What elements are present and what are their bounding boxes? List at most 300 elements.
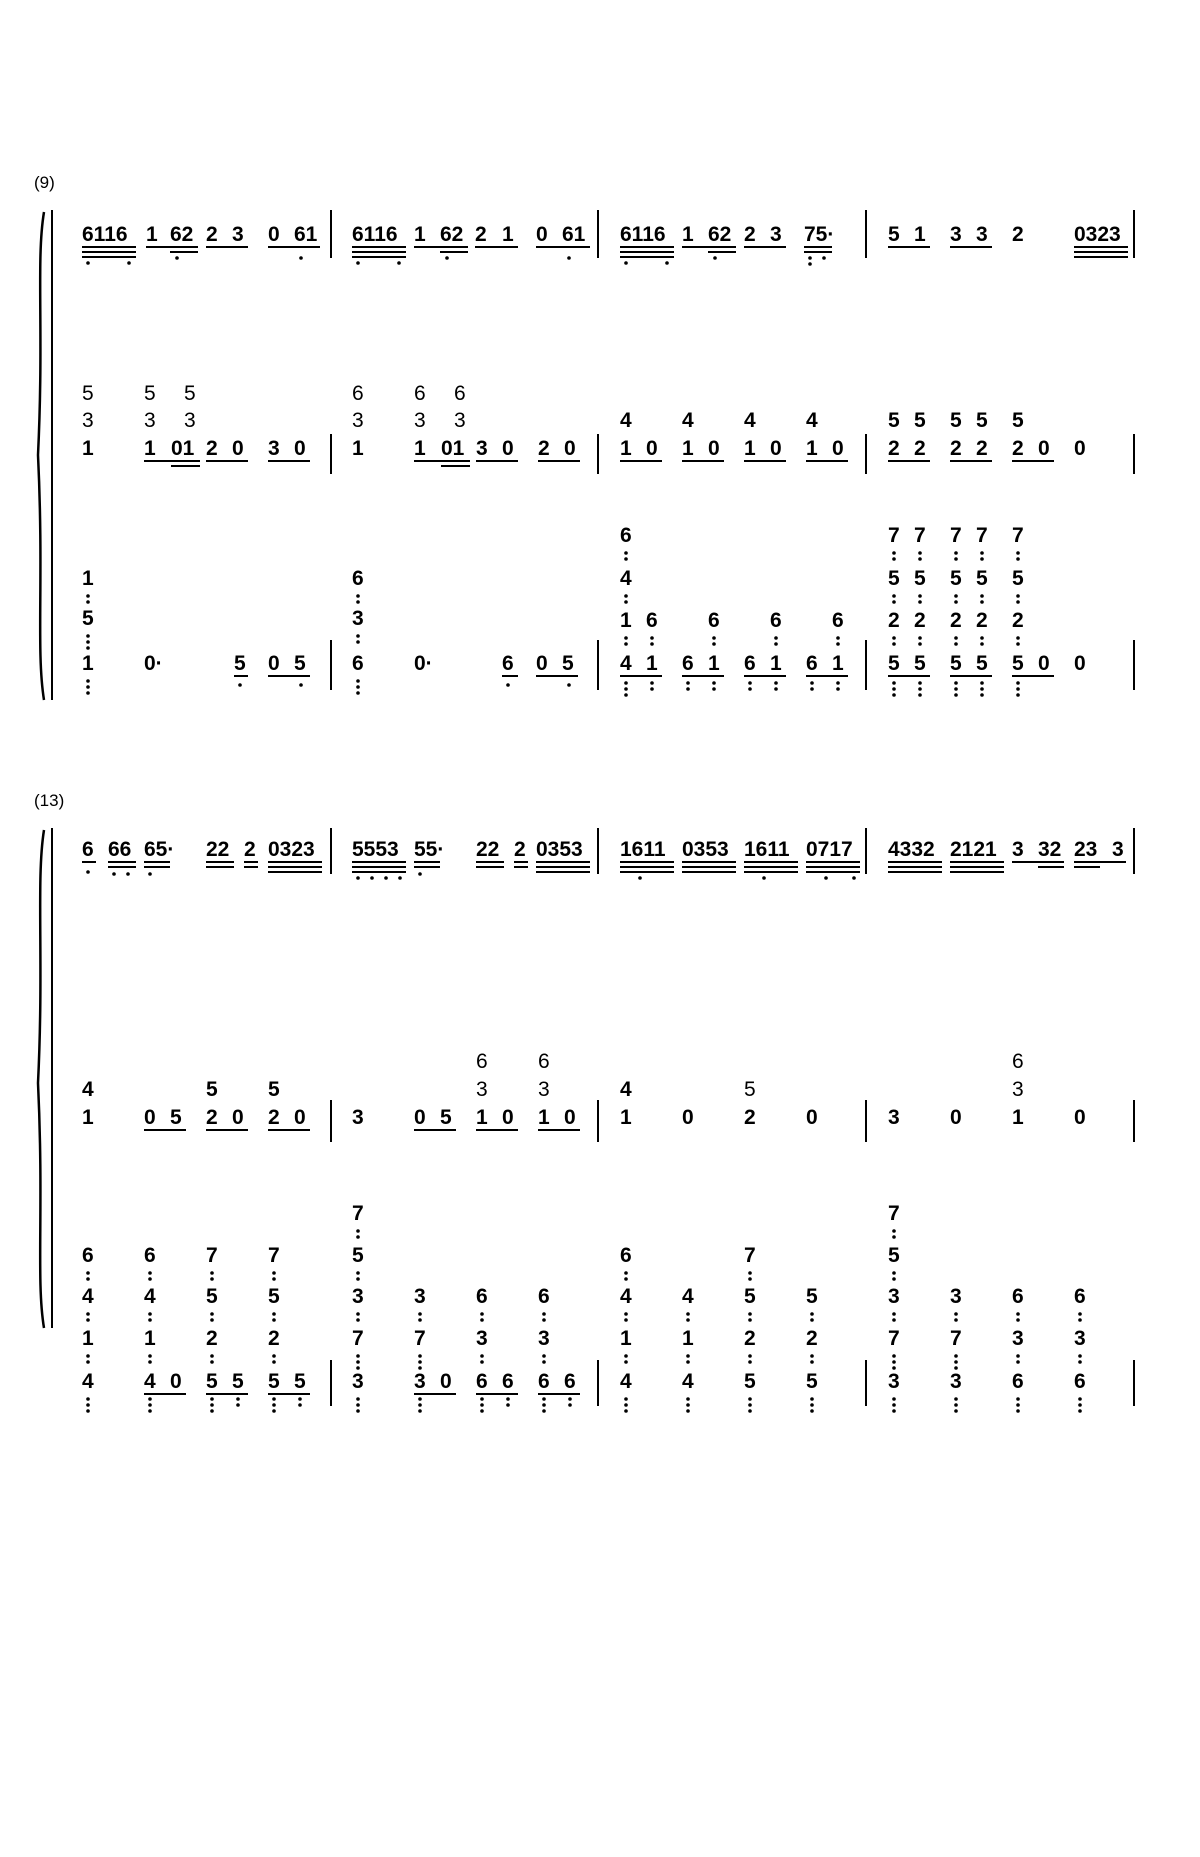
octave-dot (624, 681, 628, 685)
octave-dot (836, 636, 840, 640)
note-glyph: 5 (144, 382, 156, 405)
note-glyph: 1 (538, 1106, 550, 1129)
octave-dot (954, 1409, 958, 1413)
note-glyph: 3 (184, 409, 196, 432)
note-glyph: 5 (170, 1106, 182, 1129)
note-glyph: 6 (502, 1370, 514, 1393)
note-glyph: 2 (914, 437, 926, 460)
octave-dot (210, 1318, 214, 1322)
octave-dot (272, 1354, 276, 1358)
octave-dot (1016, 1397, 1020, 1401)
note-glyph: 5 (914, 652, 926, 675)
melody-note: 2 (744, 223, 756, 246)
octave-dot (238, 683, 242, 687)
octave-dot (748, 1318, 752, 1322)
note-glyph: 6 (352, 567, 364, 590)
note-glyph: 3 (1012, 1327, 1024, 1350)
note-glyph: 3 (476, 1078, 488, 1101)
octave-dot (624, 1312, 628, 1316)
note-glyph: 3 (414, 1285, 426, 1308)
note-glyph: 7 (352, 1202, 364, 1225)
octave-dot (624, 551, 628, 555)
note-glyph: 2 (888, 609, 900, 632)
note-glyph: 5 (744, 1078, 756, 1101)
octave-dot (148, 1277, 152, 1281)
melody-note: 62 (440, 223, 464, 246)
octave-dot (567, 256, 571, 260)
note-glyph: 2 (206, 437, 218, 460)
note-glyph: 4 (82, 1370, 94, 1393)
note-glyph: 5 (950, 567, 962, 590)
note-glyph: 6 (682, 652, 694, 675)
note-glyph: 4 (144, 1370, 156, 1393)
octave-dot (356, 1354, 360, 1358)
note-glyph: 23 (1074, 838, 1098, 861)
octave-dot (748, 1397, 752, 1401)
octave-dot (748, 1271, 752, 1275)
octave-dot (713, 256, 717, 260)
octave-dot (210, 1271, 214, 1275)
octave-dot (810, 1312, 814, 1316)
octave-dot (356, 1229, 360, 1233)
note-glyph: 01 (171, 437, 195, 460)
note-glyph: 3 (538, 1327, 550, 1350)
note-glyph: 0 (1074, 652, 1086, 675)
octave-dot (892, 1312, 896, 1316)
note-glyph: 4 (82, 1078, 94, 1101)
note-glyph: 01 (441, 437, 465, 460)
octave-dot (86, 691, 90, 695)
melody-note: 61 (294, 223, 318, 246)
melody-note: 6116 (620, 223, 666, 246)
note-glyph: 6 (476, 1370, 488, 1393)
octave-dot (298, 1397, 302, 1401)
note-glyph: 0 (708, 437, 720, 460)
octave-dot (918, 693, 922, 697)
octave-dot (445, 256, 449, 260)
note-glyph: 7 (414, 1327, 426, 1350)
note-glyph: 6 (708, 609, 720, 632)
melody-note: 62 (170, 223, 194, 246)
note-glyph: 7 (950, 1327, 962, 1350)
note-glyph: 2 (206, 1106, 218, 1129)
note-glyph: 66 (108, 838, 132, 861)
octave-dot (954, 693, 958, 697)
note-glyph: 0 (502, 437, 514, 460)
octave-dot (810, 687, 814, 691)
note-glyph: 0353 (536, 838, 583, 861)
octave-dot (954, 1366, 958, 1370)
octave-dot (480, 1312, 484, 1316)
octave-dot (272, 1397, 276, 1401)
octave-dot (624, 642, 628, 646)
octave-dot (650, 687, 654, 691)
note-glyph: 6 (1074, 1370, 1086, 1393)
note-glyph: 7 (744, 1244, 756, 1267)
note-glyph: 2 (914, 609, 926, 632)
note-glyph: 4 (620, 1078, 632, 1101)
melody-note: 0323 (1074, 223, 1121, 246)
octave-dot (86, 1271, 90, 1275)
octave-dot (748, 1354, 752, 1358)
note-glyph: 6 (646, 609, 658, 632)
octave-dot (418, 1318, 422, 1322)
note-glyph: 0 (414, 1106, 426, 1129)
octave-dot (272, 1277, 276, 1281)
note-glyph: 3 (538, 1078, 550, 1101)
melody-note: 1 (502, 223, 514, 246)
octave-dot (418, 1366, 422, 1370)
octave-dot (980, 557, 984, 561)
note-glyph: 0 (294, 437, 306, 460)
octave-dot (148, 1360, 152, 1364)
octave-dot (892, 557, 896, 561)
octave-dot (480, 1397, 484, 1401)
note-glyph: 5 (294, 652, 306, 675)
octave-dot (836, 687, 840, 691)
octave-dot (1016, 1409, 1020, 1413)
note-glyph: 0 (1074, 1106, 1086, 1129)
note-glyph: 2 (950, 437, 962, 460)
octave-dot (397, 261, 401, 265)
note-glyph: 0 (536, 652, 548, 675)
octave-dot (542, 1397, 546, 1401)
note-glyph: 1 (144, 1327, 156, 1350)
note-glyph: 5 (562, 652, 574, 675)
melody-note: 6116 (352, 223, 398, 246)
octave-dot (356, 685, 360, 689)
melody-note: 1 (414, 223, 426, 246)
octave-dot (86, 679, 90, 683)
note-glyph: 3 (352, 409, 364, 432)
note-glyph: 1 (646, 652, 658, 675)
note-glyph: 3 (888, 1106, 900, 1129)
note-glyph: 1 (620, 1327, 632, 1350)
octave-dot (272, 1318, 276, 1322)
note-glyph: 0· (144, 652, 163, 675)
note-glyph: 5 (1012, 409, 1024, 432)
note-glyph: 7 (888, 524, 900, 547)
note-glyph: 3 (352, 1285, 364, 1308)
octave-dot (1078, 1409, 1082, 1413)
note-glyph: 6 (538, 1370, 550, 1393)
octave-dot (356, 1312, 360, 1316)
octave-dot (665, 261, 669, 265)
octave-dot (356, 634, 360, 638)
note-glyph: 65· (144, 838, 175, 861)
octave-dot (480, 1409, 484, 1413)
note-glyph: 4 (620, 1370, 632, 1393)
note-glyph: 7 (206, 1244, 218, 1267)
octave-dot (1016, 642, 1020, 646)
note-glyph: 6 (82, 838, 94, 861)
note-glyph: 4 (620, 652, 632, 675)
melody-note: 0 (268, 223, 280, 246)
note-glyph: 0323 (268, 838, 315, 861)
octave-dot (686, 681, 690, 685)
note-glyph: 1 (476, 1106, 488, 1129)
note-glyph: 7 (976, 524, 988, 547)
octave-dot (624, 1277, 628, 1281)
octave-dot (86, 261, 90, 265)
note-glyph: 6 (352, 652, 364, 675)
octave-dot (810, 1360, 814, 1364)
octave-dot (686, 1318, 690, 1322)
note-glyph: 4 (806, 409, 818, 432)
note-glyph: 3 (352, 1370, 364, 1393)
octave-dot (568, 1397, 572, 1401)
note-glyph: 5 (440, 1106, 452, 1129)
note-glyph: 3 (414, 409, 426, 432)
octave-dot (418, 1403, 422, 1407)
octave-dot (86, 640, 90, 644)
note-glyph: 5 (82, 382, 94, 405)
octave-dot (892, 1229, 896, 1233)
note-glyph: 5 (206, 1370, 218, 1393)
octave-dot (980, 636, 984, 640)
note-glyph: 6 (82, 1244, 94, 1267)
note-glyph: 6 (538, 1285, 550, 1308)
octave-dot (210, 1354, 214, 1358)
octave-dot (272, 1360, 276, 1364)
octave-dot (86, 870, 90, 874)
melody-note: 2 (206, 223, 218, 246)
octave-dot (418, 1360, 422, 1364)
octave-dot (86, 1403, 90, 1407)
note-glyph: 5 (806, 1370, 818, 1393)
note-glyph: 6 (502, 652, 514, 675)
melody-note: 1 (914, 223, 926, 246)
octave-dot (808, 256, 812, 260)
note-glyph: 1 (82, 1327, 94, 1350)
note-glyph: 0 (232, 437, 244, 460)
octave-dot (1016, 687, 1020, 691)
octave-dot (398, 876, 402, 880)
note-glyph: 5 (806, 1285, 818, 1308)
octave-dot (638, 876, 642, 880)
note-glyph: 0 (564, 1106, 576, 1129)
octave-dot (748, 1409, 752, 1413)
note-glyph: 7 (888, 1327, 900, 1350)
note-glyph: 3 (1112, 838, 1124, 861)
octave-dot (148, 1409, 152, 1413)
octave-dot (686, 1397, 690, 1401)
note-glyph: 1 (1012, 1106, 1024, 1129)
note-glyph: 0 (440, 1370, 452, 1393)
octave-dot (1016, 636, 1020, 640)
note-glyph: 1 (352, 437, 364, 460)
octave-dot (1016, 1318, 1020, 1322)
melody-note: 2 (1012, 223, 1024, 246)
octave-dot (236, 1397, 240, 1401)
note-glyph: 1 (832, 652, 844, 675)
note-glyph: 6 (744, 652, 756, 675)
note-glyph: 0 (1038, 652, 1050, 675)
octave-dot (1016, 1403, 1020, 1407)
note-glyph: 6 (454, 382, 466, 405)
octave-dot (712, 642, 716, 646)
octave-dot (954, 1403, 958, 1407)
note-glyph: 3 (888, 1285, 900, 1308)
octave-dot (272, 1409, 276, 1413)
octave-dot (112, 872, 116, 876)
octave-dot (954, 642, 958, 646)
octave-dot (175, 256, 179, 260)
octave-dot (774, 636, 778, 640)
octave-dot (1016, 551, 1020, 555)
note-glyph: 3 (352, 1106, 364, 1129)
octave-dot (748, 687, 752, 691)
octave-dot (356, 640, 360, 644)
note-glyph: 5 (888, 567, 900, 590)
octave-dot (506, 1397, 510, 1401)
octave-dot (127, 261, 131, 265)
octave-dot (1078, 1318, 1082, 1322)
octave-dot (356, 1277, 360, 1281)
note-glyph: 6 (1012, 1370, 1024, 1393)
octave-dot (506, 1403, 510, 1407)
octave-dot (762, 876, 766, 880)
octave-dot (980, 551, 984, 555)
note-glyph: 1 (708, 652, 720, 675)
octave-dot (542, 1409, 546, 1413)
melody-note: 62 (708, 223, 732, 246)
note-glyph: 1611 (620, 838, 666, 861)
octave-dot (356, 679, 360, 683)
octave-dot (1016, 1354, 1020, 1358)
octave-dot (954, 551, 958, 555)
note-glyph: 5 (82, 607, 94, 630)
octave-dot (892, 642, 896, 646)
octave-dot (210, 1360, 214, 1364)
octave-dot (624, 693, 628, 697)
note-glyph: 0 (564, 437, 576, 460)
octave-dot (954, 636, 958, 640)
note-glyph: 6 (144, 1244, 156, 1267)
octave-dot (824, 876, 828, 880)
note-glyph: 0 (832, 437, 844, 460)
octave-dot (1078, 1354, 1082, 1358)
octave-dot (370, 876, 374, 880)
note-glyph: 7 (950, 524, 962, 547)
note-glyph: 6 (414, 382, 426, 405)
note-glyph: 1611 (744, 838, 790, 861)
note-glyph: 1 (682, 1327, 694, 1350)
octave-dot (954, 600, 958, 604)
octave-dot (272, 1271, 276, 1275)
octave-dot (272, 1312, 276, 1316)
octave-dot (298, 1403, 302, 1407)
note-glyph: 5 (914, 409, 926, 432)
note-glyph: 5 (206, 1078, 218, 1101)
octave-dot (356, 594, 360, 598)
note-glyph: 4 (682, 1370, 694, 1393)
note-glyph: 2 (744, 1327, 756, 1350)
note-glyph: 4 (620, 409, 632, 432)
note-glyph: 4 (620, 1285, 632, 1308)
octave-dot (86, 1409, 90, 1413)
note-glyph: 4 (82, 1285, 94, 1308)
octave-dot (86, 1354, 90, 1358)
note-glyph: 5 (1012, 652, 1024, 675)
octave-dot (356, 691, 360, 695)
melody-note: 3 (976, 223, 988, 246)
octave-dot (686, 1312, 690, 1316)
octave-dot (892, 1409, 896, 1413)
octave-dot (542, 1403, 546, 1407)
melody-note: 5 (888, 223, 900, 246)
octave-dot (86, 594, 90, 598)
octave-dot (892, 1318, 896, 1322)
note-glyph: 6 (1012, 1050, 1024, 1073)
octave-dot (418, 1397, 422, 1401)
melody-note: 61 (562, 223, 586, 246)
note-glyph: 6 (620, 524, 632, 547)
note-glyph: 1 (620, 1106, 632, 1129)
octave-dot (356, 876, 360, 880)
note-glyph: 3 (144, 409, 156, 432)
octave-dot (954, 1318, 958, 1322)
octave-dot (210, 1409, 214, 1413)
octave-dot (980, 693, 984, 697)
note-glyph: 1 (620, 609, 632, 632)
octave-dot (86, 600, 90, 604)
octave-dot (542, 1318, 546, 1322)
melody-note: 2 (475, 223, 487, 246)
note-glyph: 0 (1038, 437, 1050, 460)
system-number: (13) (34, 791, 65, 810)
note-glyph: 3 (950, 1285, 962, 1308)
octave-dot (148, 1318, 152, 1322)
octave-dot (810, 1409, 814, 1413)
note-glyph: 3 (414, 1370, 426, 1393)
octave-dot (542, 1354, 546, 1358)
octave-dot (624, 1409, 628, 1413)
octave-dot (624, 636, 628, 640)
note-glyph: 4332 (888, 838, 935, 861)
note-glyph: 2 (744, 1106, 756, 1129)
octave-dot (1078, 1403, 1082, 1407)
octave-dot (624, 594, 628, 598)
octave-dot (892, 1366, 896, 1370)
octave-dot (418, 872, 422, 876)
note-glyph: 5 (950, 652, 962, 675)
octave-dot (748, 1277, 752, 1281)
octave-dot (836, 681, 840, 685)
note-glyph: 1 (620, 437, 632, 460)
octave-dot (980, 594, 984, 598)
note-glyph: 5553 (352, 838, 399, 861)
note-glyph: 2 (514, 838, 526, 861)
octave-dot (918, 681, 922, 685)
octave-dot (356, 1235, 360, 1239)
octave-dot (980, 681, 984, 685)
note-glyph: 6 (620, 1244, 632, 1267)
melody-note: 1 (146, 223, 158, 246)
octave-dot (748, 1312, 752, 1316)
octave-dot (810, 1318, 814, 1322)
melody-note: 3 (232, 223, 244, 246)
note-glyph: 0· (414, 652, 433, 675)
octave-dot (1016, 693, 1020, 697)
octave-dot (86, 1277, 90, 1281)
melody-note: 3 (770, 223, 782, 246)
note-glyph: 2 (538, 437, 550, 460)
octave-dot (148, 1403, 152, 1407)
octave-dot (892, 551, 896, 555)
octave-dot (686, 1354, 690, 1358)
note-glyph: 2121 (950, 838, 997, 861)
